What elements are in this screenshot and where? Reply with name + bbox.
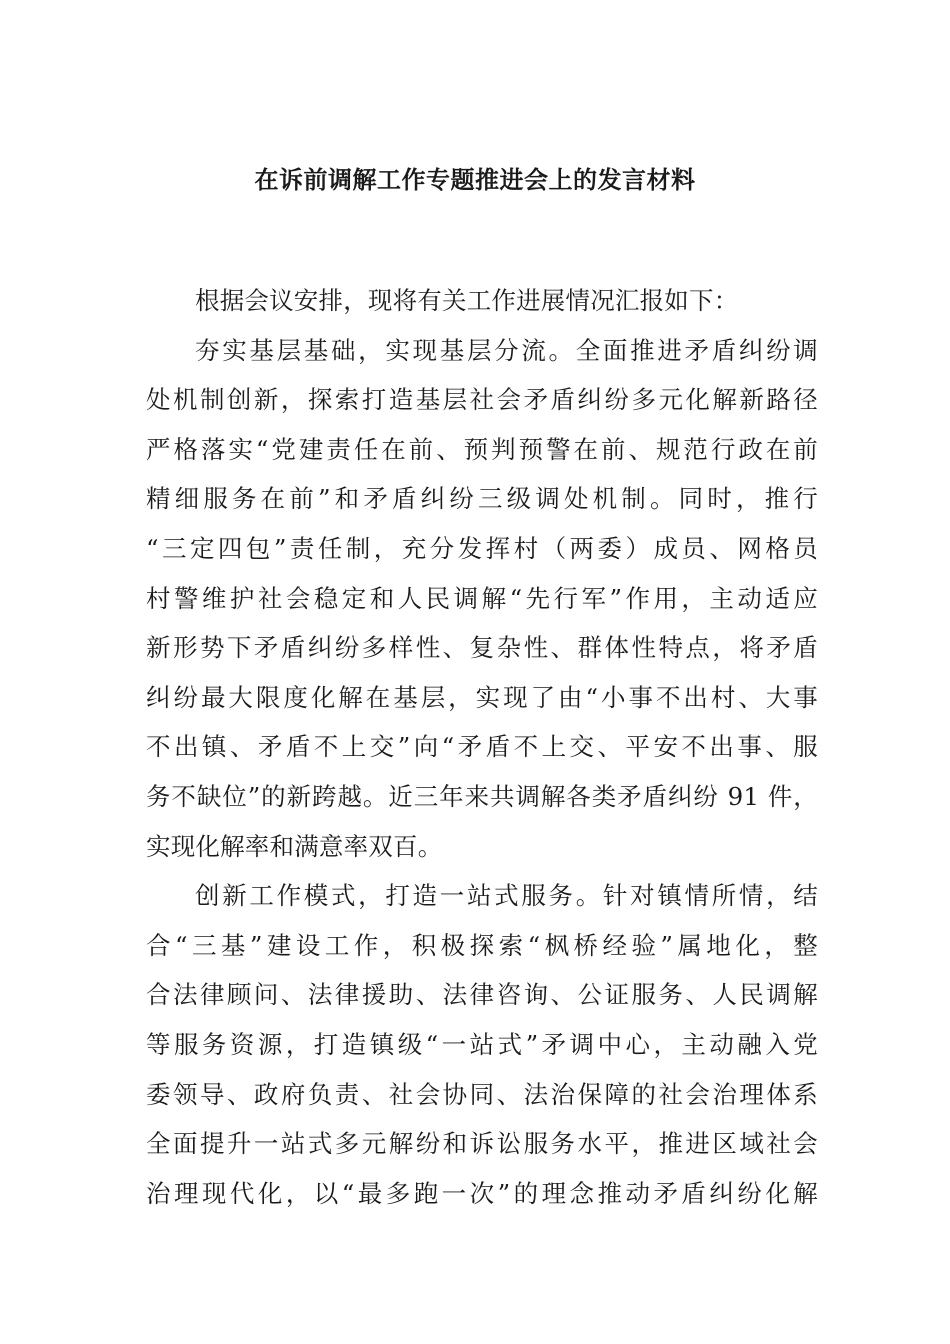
body-text-line: 严格落实“党建责任在前、预判预警在前、规范行政在前 (146, 434, 818, 464)
body-text-line: 全面提升一站式多元解纷和诉讼服务水平，推进区域社会 (146, 1129, 818, 1159)
body-text-line: 治理现代化，以“最多跑一次”的理念推动矛盾纠纷化解 (146, 1178, 818, 1208)
body-text-line: 新形势下矛盾纠纷多样性、复杂性、群体性特点，将矛盾 (146, 633, 818, 663)
body-text-line: 合法律顾问、法律援助、法律咨询、公证服务、人民调解 (146, 980, 818, 1010)
body-text-line: 等服务资源，打造镇级“一站式”矛调中心，主动融入党 (146, 1029, 818, 1059)
body-text-line: 务不缺位”的新跨越。近三年来共调解各类矛盾纠纷 91 件， (146, 781, 818, 811)
body-text-line: 合“三基”建设工作，积极探索“枫桥经验”属地化，整 (146, 930, 818, 960)
body-text-line: 纠纷最大限度化解在基层，实现了由“小事不出村、大事 (146, 682, 818, 712)
body-text-line: 村警维护社会稳定和人民调解“先行军”作用，主动适应 (146, 583, 818, 613)
body-text-line: 创新工作模式，打造一站式服务。针对镇情所情，结 (195, 881, 818, 911)
body-text-line: 夯实基层基础，实现基层分流。全面推进矛盾纠纷调 (195, 335, 818, 365)
body-text-line: 精细服务在前”和矛盾纠纷三级调处机制。同时，推行 (146, 484, 818, 514)
body-text-line: 委领导、政府负责、社会协同、法治保障的社会治理体系 (146, 1079, 818, 1109)
body-text-line: “三定四包”责任制，充分发挥村（两委）成员、网格员 (146, 533, 818, 563)
body-text-line: 不出镇、矛盾不上交”向“矛盾不上交、平安不出事、服 (146, 732, 818, 762)
document-body (146, 276, 818, 1218)
body-text-line: 根据会议安排，现将有关工作进展情况汇报如下： (195, 286, 739, 315)
document-title: 在诉前调解工作专题推进会上的发言材料 (254, 165, 696, 194)
body-text-line: 处机制创新，探索打造基层社会矛盾纠纷多元化解新路径 (146, 385, 818, 415)
body-text-line: 实现化解率和满意率双百。 (146, 831, 443, 861)
